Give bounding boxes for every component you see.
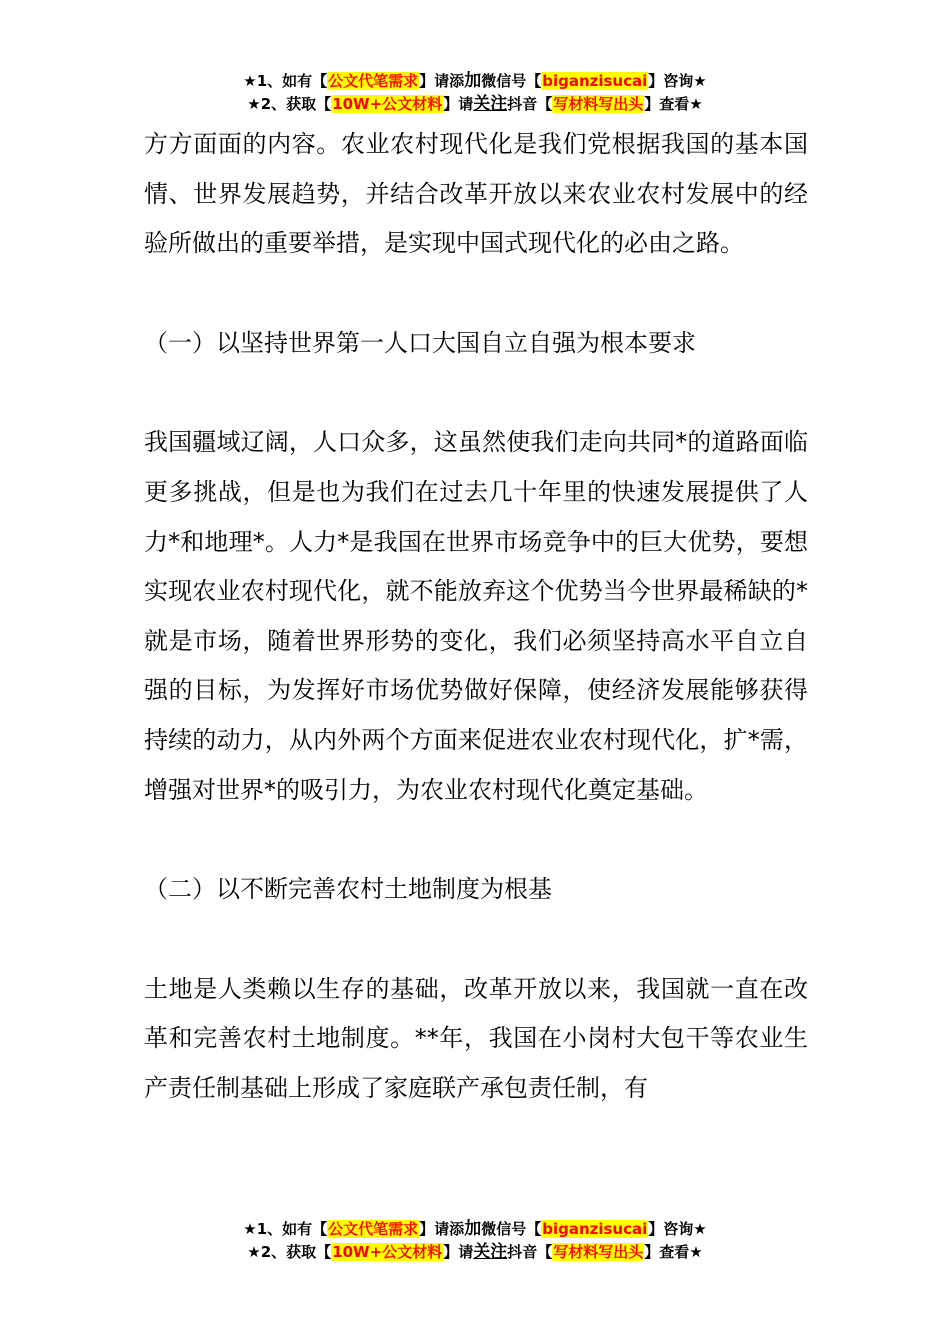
promo-text: 】咨询★ (648, 72, 707, 90)
promo-text: 微信号【 (481, 72, 542, 90)
promo-text: 加 (464, 71, 482, 91)
promo-text: 加 (464, 1219, 482, 1239)
section-heading: （二）以不断完善农村土地制度为根基 (144, 875, 552, 904)
section-heading: （一）以坚持世界第一人口大国自立自强为根本要求 (144, 328, 696, 357)
promo-text: 关注 (473, 1242, 508, 1262)
paragraph: 方方面面的内容。农业农村现代化是我们党根据我国的基本国情、世界发展趋势，并结合改革开放以来农业农村发展中的经验所做出的重要举措，是实现中国式现代化的必由之路。 (144, 130, 808, 258)
promo-text: 】咨询★ (648, 1220, 707, 1238)
paragraph: 土地是人类赖以生存的基础，改革开放以来，我国就一直在改革和完善农村土地制度。**年，我国在小岗村大包干等农业生产责任制基础上形成了家庭联产承包责任制，有 (144, 974, 808, 1102)
wechat-id: biganzisucai (542, 1220, 648, 1238)
promo-line-2 (0, 1241, 950, 1264)
promo-text: 抖音【 (507, 1243, 553, 1261)
promo-text: 】查看★ (644, 95, 703, 113)
promo-text: 】查看★ (644, 1243, 703, 1261)
promo-highlight: 公文代笔需求 (328, 72, 419, 90)
promo-highlight: 10W+公文材料 (332, 1243, 443, 1261)
promo-text: 】请 (443, 95, 474, 113)
promo-text: ★2、获取【 (247, 95, 332, 113)
document-body (144, 120, 808, 1114)
douyin-account: 写材料写出头 (553, 95, 644, 113)
promo-text: 关注 (473, 94, 508, 114)
wechat-id: biganzisucai (542, 72, 648, 90)
promo-text: 】请 (443, 1243, 474, 1261)
promo-text: ★2、获取【 (247, 1243, 332, 1261)
promo-text: ★1、如有【 (243, 1220, 328, 1238)
paragraph: 我国疆域辽阔，人口众多，这虽然使我们走向共同*的道路面临更多挑战，但是也为我们在过去几十年里的快速发展提供了人力*和地理*。人力*是我国在世界市场竞争中的巨大优势，要想实现农业农村现代化，就不能放弃这个优势当今世界最稀缺的*就是市场，随着世界形势的变化，我们必须坚持高水平自立自强的目标，为发挥好市场优势做好保障，使经济发展能够获得持续的动力，从内外两个方面来促进农业农村现代化，扩*需，增强对世界*的吸引力，为农业农村现代化奠定基础。 (144, 428, 808, 804)
promo-line-1 (0, 70, 950, 93)
promo-highlight: 10W+公文材料 (332, 95, 443, 113)
promo-text: 】请添 (419, 72, 465, 90)
promo-line-2 (0, 93, 950, 116)
promo-text: 抖音【 (507, 95, 553, 113)
promo-text: 】请添 (419, 1220, 465, 1238)
top-promo-banner (0, 70, 950, 116)
promo-text: ★1、如有【 (243, 72, 328, 90)
douyin-account: 写材料写出头 (553, 1243, 644, 1261)
bottom-promo-banner (0, 1218, 950, 1264)
promo-text: 微信号【 (481, 1220, 542, 1238)
promo-highlight: 公文代笔需求 (328, 1220, 419, 1238)
promo-line-1 (0, 1218, 950, 1241)
